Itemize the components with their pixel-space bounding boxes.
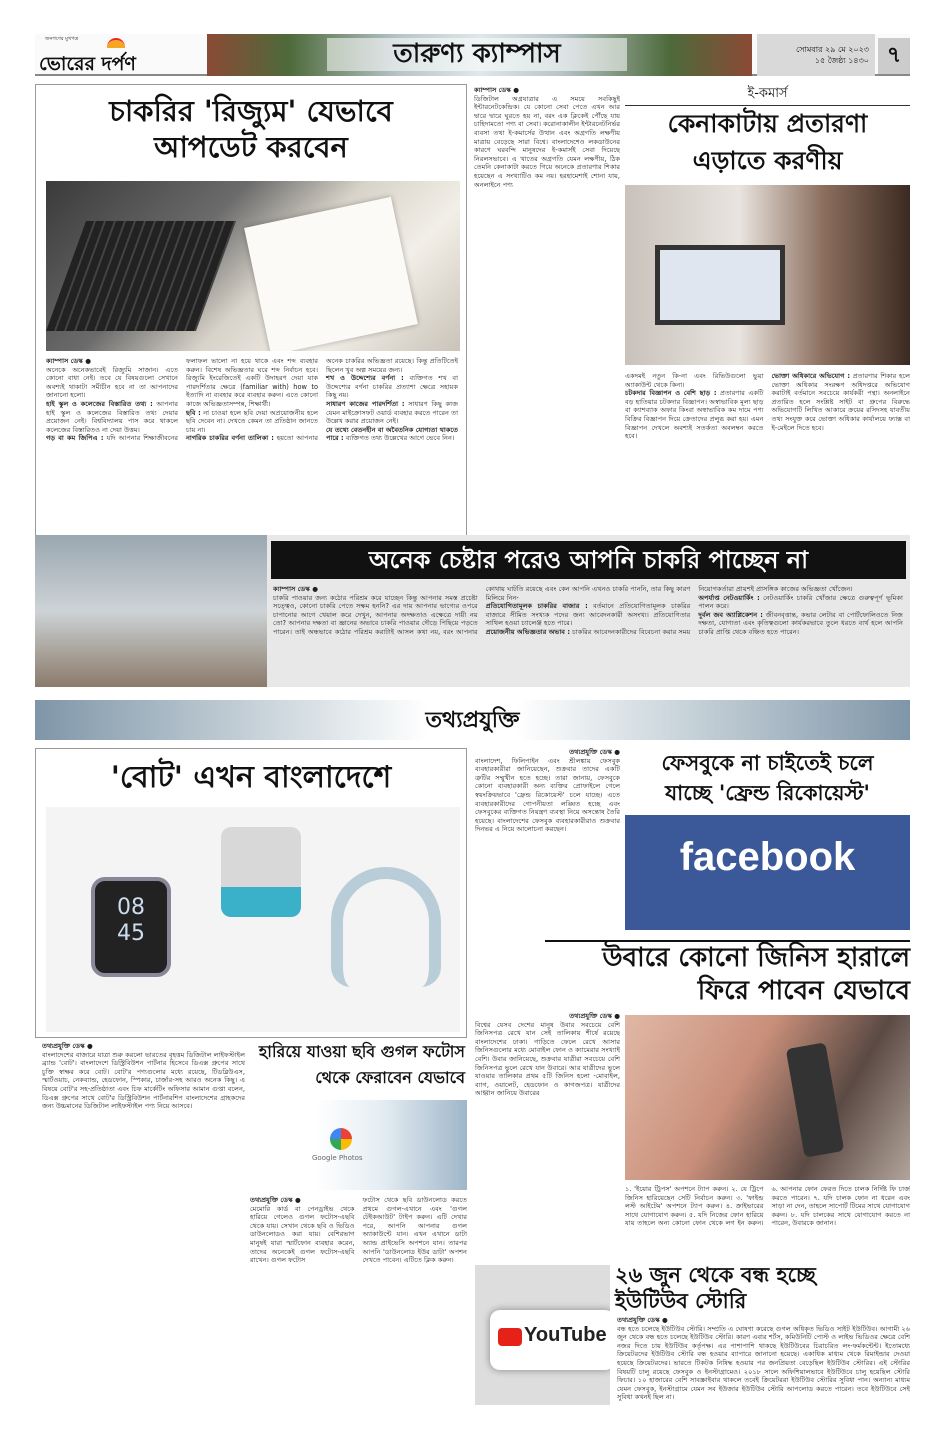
subhead: চটকদার বিজ্ঞাপন ও বেশি ছাড় :	[625, 389, 717, 398]
resume-photo	[46, 181, 460, 351]
paragraph: না চাওয়া হলে ছবি দেয়া অপ্রয়োজনীয় হলে ছবি দেবেন না। দেখতে কেমন তা প্রতিষ্ঠান জানতে চায় না।	[186, 408, 318, 434]
subhead: প্রতিযোগিতামূলক চাকরির বাজার :	[485, 602, 588, 611]
youtube-play-icon	[498, 1328, 522, 1346]
subhead: সাধারণ কাজের পারদর্শিতা :	[326, 399, 405, 408]
section-banner	[207, 34, 752, 76]
subhead: দুর্বল জব অ্যাপ্লিকেশন :	[698, 610, 763, 619]
boat-body	[42, 1042, 245, 1408]
ecommerce-headline-line2: এড়াতে করণীয়	[692, 146, 843, 175]
uber-steps	[625, 1185, 910, 1257]
byline: তথ্যপ্রযুক্তি ডেস্ক ●	[569, 1012, 620, 1020]
paragraph: যদি আপনার শিক্ষাজীবনের ফলাফল ভালো না হয়ে থাকে এবং শব্দ ব্যবহার করুন। বিশেষ অভিজ্ঞতার ঘরে শব্দ নির্বাচন হবে। রিজ্যুমি ইংরেজিতেই একটি উদাহরণ দেয়া যাক পারদর্শিতার ক্ষেত্রে (familiar with) how to ইত্যাদি না ব্যবহার করে ব্যবহার করুন। এতে কোনো কাজে অভিজ্ঞতাসম্পন্ন, শিক্ষার্থী।	[106, 357, 318, 443]
job-body	[273, 585, 903, 683]
resume-headline-line2: আপডেট করবেন	[154, 130, 348, 165]
smartwatch	[91, 877, 171, 977]
page-number: ৭	[878, 38, 910, 74]
byline: ক্যাম্পাস ডেস্ক ●	[474, 86, 519, 94]
subhead: যে তথ্যে বেতনহীন বা অবৈতনিক যোগ্যতা থাকতে পারে :	[326, 425, 458, 443]
job-headline: অনেক চেষ্টার পরেও আপনি চাকরি পাচ্ছেন না	[271, 541, 906, 579]
gphotos-image	[250, 1100, 467, 1190]
facebook-headline-line1: ফেসবুকে না চাইতেই চলে	[661, 750, 874, 775]
paragraph: সাধারণ কিছু কাজ যেমন মাইক্রোসফট ওয়ার্ড ব্যবহার করতে পারেন তা উল্লেখ করার প্রয়োজন নেই।	[326, 399, 458, 426]
byline: তথ্যপ্রযুক্তি ডেস্ক ●	[42, 1042, 93, 1050]
youtube-headline-line1: ২৬ জুন থেকে বন্ধ হচ্ছে	[615, 1262, 816, 1287]
google-photos-label: Google Photos	[312, 1154, 363, 1162]
paragraph: মেমোরি কার্ড বা পেনড্রাইভ থেকে হারিয়ে গেলেও গুগল ফটোস-এছবি থেকে যায়। সেখান থেকে ছবি ও ভিডিও ডাউনলোডও করা যায়। বেশিরভাগ মানুষই যারা স্মার্টফোন ব্যবহার করেন, তাদের অনেকেই গুগল ফটোস-এছবি রাখেন। গুগল ফটোস	[250, 1204, 355, 1265]
paragraph: প্রতারণার একটি বড় হাতিয়ার চটকদার বিজ্ঞাপন। অস্বাভাবিক মূল্য ছাড় বা ক্যাশব্যাক অফার কিংবা অস্বাভাবিক কম দামে পণ্য বিক্রির বিজ্ঞাপন দিয়ে ক্রেতাদের প্রলুব্ধ করা হয়। এমন বিজ্ঞাপন দেখলে অবশ্যই সতর্কতা অবলম্বন করতে হবে।	[625, 389, 764, 441]
resume-body	[46, 357, 458, 545]
paragraph: বাংলাদেশ, ফিলিপাইন এবং শ্রীলঙ্কায় ফেসবুক ব্যবহারকারীরা জানিয়েছেন, শুক্রবার তাদের একটি ত্রুটির সম্মুখীন হতে হচ্ছে। তারা জানায়, ফেসবুকে কোনো ব্যবহারকারী অন্য ব্যক্তির প্রোফাইলে গেলে স্বয়ংক্রিয়ভাবে 'ফ্রেন্ড রিকোয়েস্ট' চলে যাচ্ছে। এতে ব্যবহারকারীদের গোপনীয়তা লঙ্ঘিত হচ্ছে এবং ফেসবুকের ব্যক্তিগত নিয়ন্ত্রণ ব্যবস্থা নিয়ে অসন্তোষ তৈরি হয়েছে। বাংলাদেশের ফেসবুক ব্যবহারকারীরাও শুক্রবার দিনভর এ নিয়ে আলোচনা করছেন।	[475, 756, 620, 834]
paragraph: নেটওয়ার্কিং চাকরি খোঁজার ক্ষেত্রে গুরুত্বপূর্ণ ভূমিকা পালন করে।	[698, 593, 903, 611]
subhead: গড় বা কম জিপিএ :	[46, 434, 104, 443]
byline: তথ্যপ্রযুক্তি ডেস্ক ●	[569, 748, 620, 756]
subhead: নাগরিক চাকরির বর্ণনা তালিকা :	[186, 434, 274, 443]
subhead: অপর্যাপ্ত নেটওয়ার্কিং :	[698, 593, 760, 602]
uber-headline-line1: উবারে কোনো জিনিস হারালে	[545, 940, 910, 975]
boat-headline: 'বোট' এখন বাংলাদেশে	[110, 760, 392, 795]
watch-time-hour: 08	[117, 895, 145, 920]
ecommerce-headline-line1: কেনাকাটায় প্রতারণা	[667, 109, 868, 138]
uber-photo	[625, 1015, 910, 1180]
facebook-headline-line2: যাচ্ছে 'ফ্রেন্ড রিকোয়েস্ট'	[665, 780, 870, 805]
date-box	[757, 34, 875, 76]
ecommerce-body-cols	[625, 372, 910, 524]
paragraph: ব্যক্তিগত শখ বা উদ্দেশ্যের বর্ণনা চাকরির প্রত্যাশা ক্ষেত্রে সহায়ক কিছু নয়।	[326, 374, 458, 400]
laptop-screen	[655, 245, 785, 325]
section-title: তারুণ্য ক্যাম্পাস	[327, 38, 627, 71]
subhead: প্রয়োজনীয় অভিজ্ঞতার অভাব :	[485, 627, 570, 636]
newspaper-logo	[39, 36, 199, 74]
paragraph: বিশ্বের যেসব দেশের মানুষ উবার সবচেয়ে বেশি জিনিসপত্র রেখে যান সেই তালিকায় শীর্ষে রয়েছে বাংলাদেশের ঢাকা। গাড়িতে ফেলে রেখে আসার জিনিসগুলোর মধ্যে মোবাইল ফোন ও ক্যামেরার সংখ্যাই বেশি। উবার জানিয়েছে, শুক্রবার যাত্রীরা সবচেয়ে বেশি জিনিসপত্র ভুলে রেখে যান উবারে। আর যাত্রীদের ভুলে যাওয়ার তালিকার প্রথম ৫টি জিনিস হলো -মোবাইল, ব্যাগ, ওয়ালেট, হেডফোন ও কাগজপত্র। যাত্রীদের আহ্বান জানিয়ে উবারের	[475, 1020, 620, 1098]
paragraph: ডিজিটাল অগ্রযাত্রার এ সময়ে সবকিছুই ইন্টারনেটকেন্দ্রিক। যে কোনো সেবা পেতে এখন আর দ্বারে দ্বারে ঘুরতে হয় না, বরং এক ক্লিকেই পৌঁছে যায় চাহিদামতো পণ্য বা সেবা। করোনাকালীন ইন্টারনেটনির্ভর ব্যবসা তথা ই-কমার্সের উত্থান এবং অগ্রগতি লক্ষণীয় মাত্রায় বেড়েছে সারা বিশ্বে। বাংলাদেশেও লকডাউনের কারণে ঘরবন্দি মানুষদের ই-কমার্সই সেবা দিয়েছে নিরলসভাবে। এ খাতের অগ্রগতি যেমন লক্ষণীয়, ঠিক তেমনি কেনাকাটা করতে গিয়ে অনেকে প্রতারণার শিকার হয়েছেন এ সংখ্যাটিও কম নয়। হরহামেশাই শোনা যায়, অনলাইনে পণ্য	[474, 94, 620, 189]
byline: ক্যাম্পাস ডেস্ক ●	[46, 357, 91, 365]
logo-tagline: জনগণের মুখপত্র	[45, 36, 79, 42]
uber-body	[475, 1012, 620, 1256]
phone	[786, 1042, 844, 1157]
ecommerce-body-col1	[474, 86, 620, 530]
masthead	[35, 34, 910, 76]
youtube-body	[617, 1316, 910, 1420]
resume-headline-line1: চাকরির 'রিজ্যুম' যেভাবে	[109, 94, 393, 128]
paragraph: একদমই নতুন কি-না এবং রিভিউগুলো ভুয়া অ্যাকাউন্ট থেকে কিনা।	[625, 372, 764, 389]
job-photo	[35, 535, 267, 687]
facebook-body	[475, 748, 620, 930]
subhead: ভোক্তা অধিকারে অভিযোগ :	[771, 372, 850, 380]
article-boat	[35, 748, 467, 1038]
facebook-image	[625, 815, 910, 930]
resume-paper	[244, 197, 418, 351]
earbuds-case	[221, 827, 301, 917]
date-bangla: ১৫ জৈষ্ঠ্য ১৪৩০	[814, 56, 869, 65]
laptop-keyboard	[46, 221, 236, 331]
tech-section-title: তথ্যপ্রযুক্তি	[425, 707, 520, 733]
tech-section-header	[35, 700, 910, 740]
article-job	[35, 535, 910, 687]
date-gregorian: সোমবার ২৯ মে ২০২৩	[796, 45, 869, 54]
paragraph: বর্তমানে প্রতিযোগিতামূলক চাকরির বাজারে সীমিত সংখ্যক পদের জন্য আবেদনকারী অসংখ্য। প্রতিযোগিতার সাথিল হওয়া চ্যালেঞ্জ হতে পারে।	[485, 602, 691, 628]
byline: ক্যাম্পাস ডেস্ক ●	[273, 585, 318, 593]
boat-product-photo	[46, 807, 460, 1032]
google-photos-icon	[330, 1128, 352, 1150]
youtube-logo-text: YouTube	[524, 1324, 607, 1346]
article-resume	[35, 84, 467, 550]
paragraph: বন্ধ হতে চলেছে ইউটিউব স্টোরি। সম্প্রতি এ ঘোষণা করেছে গুগল অধিকৃত ভিডিও সাইট ইউটিউব। আগামী ২৬ জুন থেকে বন্ধ হতে চলেছে ইউটিউব স্টোরি। কারণ এবার শর্টস, কমিউনিটি পোস্ট ও লাইভ ভিডিওর ক্ষেত্রে বেশি নজর দিতে চায় ইউটিউব কর্তৃপক্ষ। এর পাশাপাশি থাকছে ইউটিউবের চিরাচরিত লং-ফর্মকন্টেন্ট। ইতোমধ্যে ক্রিয়েটরদের ইউটিউব স্টোরি বন্ধ হওয়ার ব্যাপারে জানানো হয়েছে। একাধিক মাধ্যম থেকে রিমাইন্ডার দেওয়া হয়েছে ক্রিয়েটরদের। ভারতে টিকটক নিষিদ্ধ হওয়ার পর জনপ্রিয়তা বেড়েছিল ইউটিউব স্টোরির। এই স্টোরির বিষয়টি চালু রয়েছে ফেসবুক ও ইনস্টাগ্রামেও। ২০১৮ সালে অফিশিয়ালভাবে ইউটিউবে চালু হয়েছিল স্টোরি ফিচার। ১০ হাজারের বেশি সাবস্ক্রাইবার থাকলে তবেই ক্রিয়েটররা ইউটিউব স্টোরির সুবিধা পান। অন্যান্য মাধ্যম যেমন ফেসবুক, ইনস্টাগ্রামে যেমন সব ইউজার ইউটিউব স্টোরি আপলোড করতে পারেন। তবে ইউটিউবে সেই সুবিধা কখনই ছিল না।	[617, 1324, 910, 1402]
uber-headline-line2: ফিরে পাবেন যেভাবে	[697, 976, 910, 1006]
paragraph: আপনার হাই স্কুল ও কলেজের বিস্তারিত তথ্য দেয়ার প্রয়োজন নেই। বিশ্ববিদ্যালয় পাস করে থাকলে কলেজের বিস্তারিতও না দেয়া উত্তম।	[46, 399, 178, 434]
subhead: ছবি :	[186, 408, 201, 417]
byline: তথ্যপ্রযুক্তি ডেস্ক ●	[250, 1196, 301, 1204]
ecommerce-category-label: ই-কমার্স	[625, 84, 910, 106]
watch-time-minute: 45	[117, 921, 145, 946]
youtube-image	[475, 1265, 610, 1405]
paragraph: জীবনবৃত্তান্ত, কভার লেটার বা পোর্টফোলিওতে নিজ দক্ষতা, যোগ্যতা এবং কৃতিত্বগুলো কার্যকরভাবে তুলে ধরতে ব্যর্থ হলে আপনি চাকরি প্রাপ্তি থেকে বঞ্চিত হতে পারেন।	[698, 610, 903, 636]
byline: তথ্যপ্রযুক্তি ডেস্ক ●	[617, 1316, 668, 1324]
paragraph: ব্যক্তিগত তথ্য উল্লেখের আগে ভেবে নিন।	[345, 434, 455, 443]
subhead: শখ ও উদ্দেশ্যের বর্ণনা :	[326, 374, 404, 383]
gphotos-headline-line1: হারিয়ে যাওয়া ছবি গুগল ফটোস	[258, 1042, 465, 1061]
headphones	[331, 867, 441, 987]
paragraph: হয়তো আপনার অনেক চাকরির অভিজ্ঞতা রয়েছে। কিন্তু প্রতিটিতেই ছিলেন খুব অল্প সময়ের জন্য।	[276, 357, 458, 443]
youtube-tile	[490, 1310, 610, 1370]
youtube-headline-line2: ইউটিউব স্টোরি	[615, 1288, 747, 1313]
paragraph: প্রতারণার শিকার হলে ভোক্তা অধিকার সংরক্ষণ অধিদপ্তরে অভিযোগ করাটাই বর্তমানে সবচেয়ে কার্যকরী পন্থা। অনলাইনে প্রতারিত হলে সংশ্লিষ্ট সাইট বা গ্রুপের বিরুদ্ধে অভিযোগটি লিখিত আকারে ক্রয়ের রসিদসহ যাবতীয় তথ্য সংযুক্ত করে ভোক্তা অধিকার কার্যালয়ে ফ্যাক্স বা ই-মেইলে দিতে হবে।	[771, 372, 910, 432]
ecommerce-photo	[625, 185, 910, 365]
paragraph: চাকরি পাওয়ার জন্য কঠোর পরিশ্রম করে যাচ্ছেন কিন্তু আপনার সমস্ত প্রচেষ্টা সত্ত্বেও, কোনো চাকরি পেতে সক্ষম হননি? এর দায় আপনার ভাগ্যের ওপরে চাপানোর আগে খেয়াল করে দেখুন, আপনার অদক্ষতাও এক্ষেত্রে দায়ী নয় তো? আপনার দক্ষতা বা জ্ঞানের অভাবে চাকরি পাওয়ার দৌড়ে পিছিয়ে পড়তে পারেন। তাই অন্ধভাবে কঠোর পরিশ্রম করাটাই আসল কথা নয়, বরং আপনার কোথায় ঘাটতি রয়েছে এবং কেন আপনি এখনও চাকরি পাননি, তার কিছু কারণ মিলিয়ে নিন-	[273, 585, 691, 636]
facebook-logo-text: facebook	[679, 835, 856, 879]
paragraph: ১. 'ইয়োর ট্রিপস' অপশনে ট্যাপ করুন। ২. যে ট্রিপে জিনিস হারিয়েছেন সেটি নির্বাচন করুন। ৩. 'ফাইন্ড লস্ট আইটেম' অপশনে ট্যাপ করুন। ৪. ক্রাইভারের সাথে যোগাযোগ করুন। ৫. যদি নিজের ফোন হারিয়ে যায় তাহলে অন্য কোনো ফোন থেকে লগ ইন করুন। ৬. আপনার ফোন ফেরত দিতে চালক নির্দিষ্ট ফি চার্জ করতে পারেন। ৭. যদি চালক ফোন না ধরেন এবং সাড়া না দেন, তাহলে সাপোর্ট টিমের সাথে যোগাযোগ করুন। ৮. যদি চালকের সাথে যোগাযোগ করতে না পারেন, উবারকে জানান।	[625, 1185, 910, 1228]
paragraph: চাকরির আবেদনকারীদের বিবেচনা করার সময় নিয়োগকর্তারা প্রায়শই প্রাসঙ্গিক কাজের অভিজ্ঞতা খোঁজেন।	[572, 585, 853, 636]
paragraph: ফটোস থেকে ছবি ডাউনলোড করতে প্রথমে গুগল-এখানে এবং 'গুগল টেইকআউট' টাইপ করুন। এটি দেখার পরে, আপনি আপনার গুগল অ্যাকাউন্টে যান। এখন এখানে ডাটা অ্যান্ড প্রাইভেসি অপশনে যান। তারপর আপনি 'ডাউনলোড ইউর ডাটা' অপশন দেখতে পাবেন। এটিতে ক্লিক করুন।	[362, 1196, 467, 1265]
paragraph: বাংলাদেশের বাজারে যাত্রা শুরু করলো ভারতের বৃহত্তম ডিজিটাল লাইফস্টাইল ব্র্যান্ড 'বোট'। বাংলাদেশে ডিস্ট্রিবিউশন পার্টনার হিসেবে ডিএক্স গ্রুপের সাথে চুক্তি স্বাক্ষর করে বোট। বোট'র পণ্যগুলোর মধ্যে রয়েছে, টিডব্লিউএস, স্মার্টওয়াচ, নেকব্যান্ড, হেডফোন, স্পিকার, চার্জার-সহ আরও অনেক কিছু। এ বিষয়ে বোট'র সহ-প্রতিষ্ঠাতা এবং চিফ মার্কেটিং অফিসার আমান গুপ্তা বলেন, ডিএক্স গ্রুপের সাথে বোট'র ডিস্ট্রিবিউশন পার্টনারশিপ বাংলাদেশের গ্রাহকদের জন্য উচ্চমানের ডিজিটাল লাইফস্টাইল পণ্য নিয়ে আসবে।	[42, 1050, 245, 1111]
paragraph: অনেকে অনেকভাবেই রিজ্যুমি সাজান। এতে কোনো বাধা নেই। তবে যে বিষয়গুলো সেখানে অবশ্যই থাকাটা সমীচীন হবে না তা আপনাদের জানানো হলো।	[46, 365, 178, 400]
logo-text: ভোরের দর্পণ	[39, 53, 136, 75]
gphotos-body	[250, 1196, 467, 1408]
subhead: হাই স্কুল ও কলেজের বিস্তারিত তথ্য :	[46, 399, 153, 408]
gphotos-headline-line2: থেকে ফেরাবেন যেভাবে	[315, 1068, 465, 1087]
